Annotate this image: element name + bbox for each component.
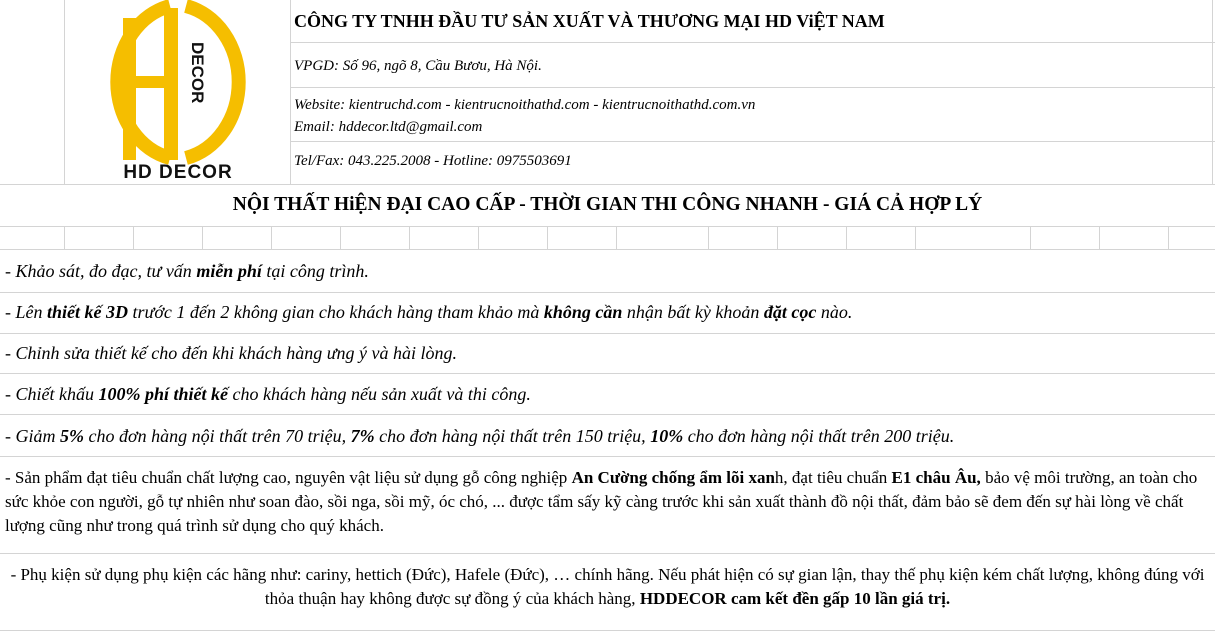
hd-decor-logo bbox=[88, 0, 268, 184]
slogan-heading: NỘI THẤT HiỆN ĐẠI CAO CẤP - THỜI GIAN THI CÔNG NHANH - GIÁ CẢ HỢP LÝ bbox=[232, 194, 983, 215]
logo-vertical-text: DECOR bbox=[188, 42, 207, 104]
service-line-3d-design: - Lên thiết kế 3D trước 1 đến 2 không gian cho khách hàng tham khảo mà không cần nhận bất kỳ khoản đặt cọc nào. bbox=[5, 302, 853, 322]
company-name: CÔNG TY TNHH ĐẦU TƯ SẢN XUẤT VÀ THƯƠNG MẠI HD ViỆT NAM bbox=[294, 11, 885, 31]
logo-brand-text: HD DECOR bbox=[123, 162, 233, 183]
service-line-free-survey: - Khảo sát, đo đạc, tư vấn miễn phí tại công trình. bbox=[5, 261, 369, 281]
service-line-order-discounts: - Giảm 5% cho đơn hàng nội thất trên 70 triệu, 7% cho đơn hàng nội thất trên 150 triệu, 10% cho đơn hàng nội thất trên 200 triệu. bbox=[5, 426, 955, 446]
phone-hotline: Tel/Fax: 043.225.2008 - Hotline: 0975503691 bbox=[294, 153, 572, 169]
accessories-paragraph: - Phụ kiện sử dụng phụ kiện các hãng như: cariny, hettich (Đức), Hafele (Đức), … chính hãng. Nếu phát hiện có sự gian lận, thay thế phụ kiện kém chất lượng, không đúng với thỏa thuận hay không được sự đồng ý của khách hàng, HDDECOR cam kết đền gấp 10 lần giá trị. bbox=[10, 565, 1205, 608]
website-list: Website: kientruchd.com - kientrucnoithathd.com - kientrucnoithathd.com.vn bbox=[294, 97, 756, 113]
email-address: Email: hddecor.ltd@gmail.com bbox=[294, 119, 483, 135]
office-address: VPGD: Số 96, ngõ 8, Cầu Bươu, Hà Nội. bbox=[294, 58, 542, 74]
service-line-design-discount: - Chiết khấu 100% phí thiết kế cho khách hàng nếu sản xuất và thi công. bbox=[5, 384, 531, 404]
product-quality-paragraph: - Sản phẩm đạt tiêu chuẩn chất lượng cao, nguyên vật liệu sử dụng gỗ công nghiệp An Cường chống ẩm lõi xanh, đạt tiêu chuẩn E1 châu Âu, bảo vệ môi trường, an toàn cho sức khỏe con người, gỗ tự nhiên như soan đào, sồi nga, sồi mỹ, óc chó, ... được tẩm sấy kỹ càng trước khi sản xuất thành đồ nội thất, đảm bảo sẽ đem đến sự hài lòng về chất lượng cũng như trong quá trình sử dụng cho quý khách. bbox=[5, 468, 1198, 535]
service-line-revisions: - Chỉnh sửa thiết kế cho đến khi khách hàng ưng ý và hài lòng. bbox=[5, 343, 458, 363]
